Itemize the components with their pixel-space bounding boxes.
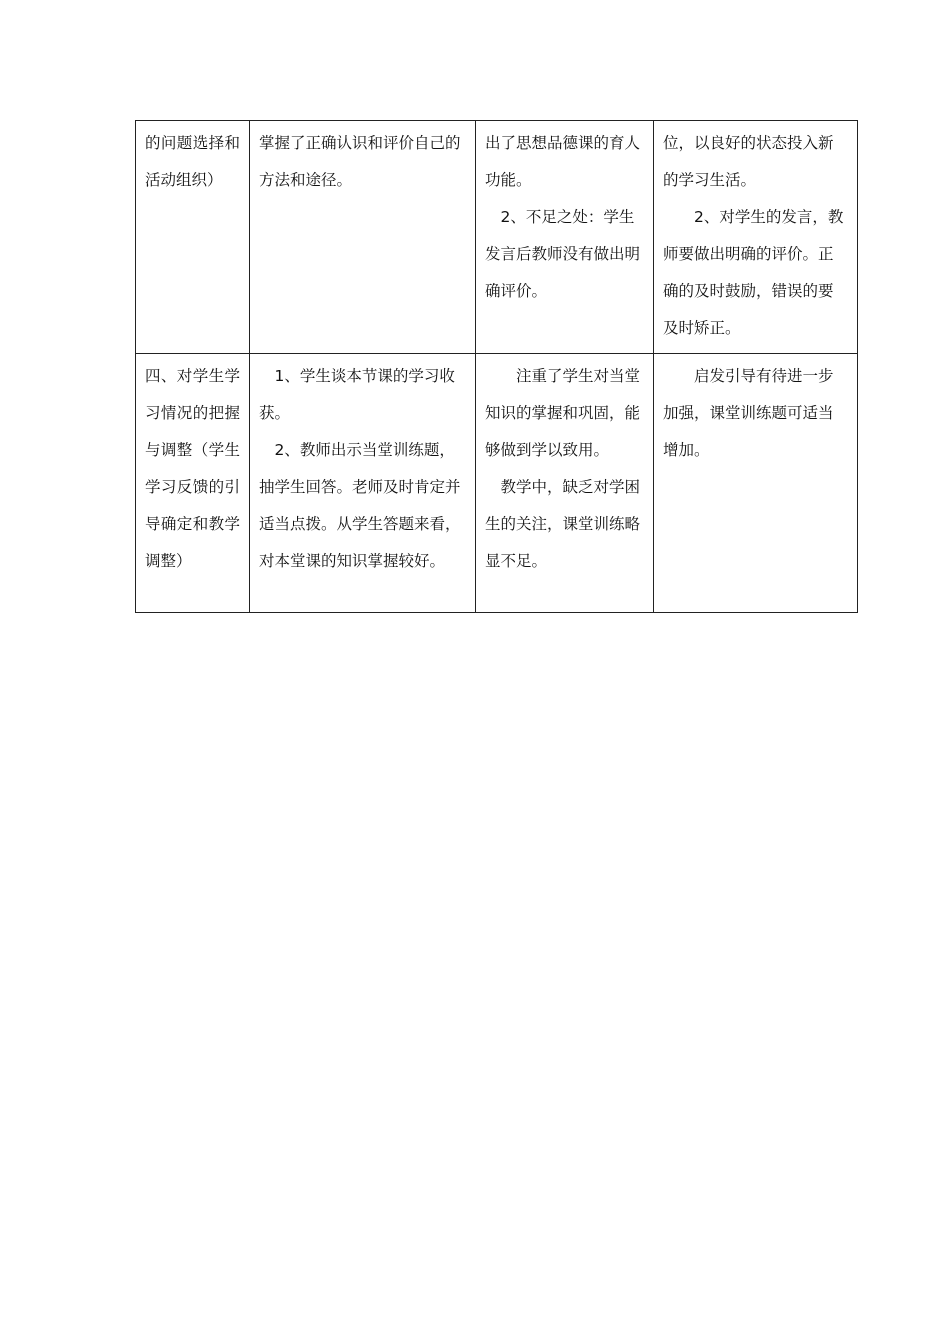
cell-text: 2、教师出示当堂训练题，抽学生回答。老师及时肯定并适当点拨。从学生答题来看，对本堂课的知识掌握较好。 xyxy=(259,441,461,570)
table-row xyxy=(136,354,858,613)
table-cell xyxy=(136,354,250,613)
cell-text: 四、对学生学习情况的把握与调整（学生学习反馈的引导确定和教学调整） xyxy=(145,367,240,570)
table-cell xyxy=(476,354,654,613)
cell-text: 2、不足之处：学生发言后教师没有做出明确评价。 xyxy=(485,208,641,300)
cell-text: 启发引导有待进一步加强，课堂训练题可适当增加。 xyxy=(663,367,834,459)
table-row xyxy=(136,121,858,354)
table-cell xyxy=(476,121,654,354)
cell-text: 出了思想品德课的育人功能。 xyxy=(485,134,641,189)
cell-text: 的问题选择和活动组织） xyxy=(145,134,240,189)
cell-text: 注重了学生对当堂知识的掌握和巩固，能够做到学以致用。 xyxy=(485,367,641,459)
table-cell xyxy=(654,354,858,613)
cell-text: 位，以良好的状态投入新的学习生活。 xyxy=(663,134,834,189)
evaluation-table xyxy=(135,120,858,613)
table-cell xyxy=(250,121,476,354)
table-cell xyxy=(654,121,858,354)
cell-text: 1、学生谈本节课的学习收获。 xyxy=(259,367,455,422)
cell-text: 教学中，缺乏对学困生的关注，课堂训练略显不足。 xyxy=(485,478,641,570)
cell-text: 掌握了正确认识和评价自己的方法和途径。 xyxy=(259,134,461,189)
cell-text: 2、对学生的发言，教师要做出明确的评价。正确的及时鼓励，错误的要及时矫正。 xyxy=(663,208,844,337)
table-cell xyxy=(136,121,250,354)
table-cell xyxy=(250,354,476,613)
